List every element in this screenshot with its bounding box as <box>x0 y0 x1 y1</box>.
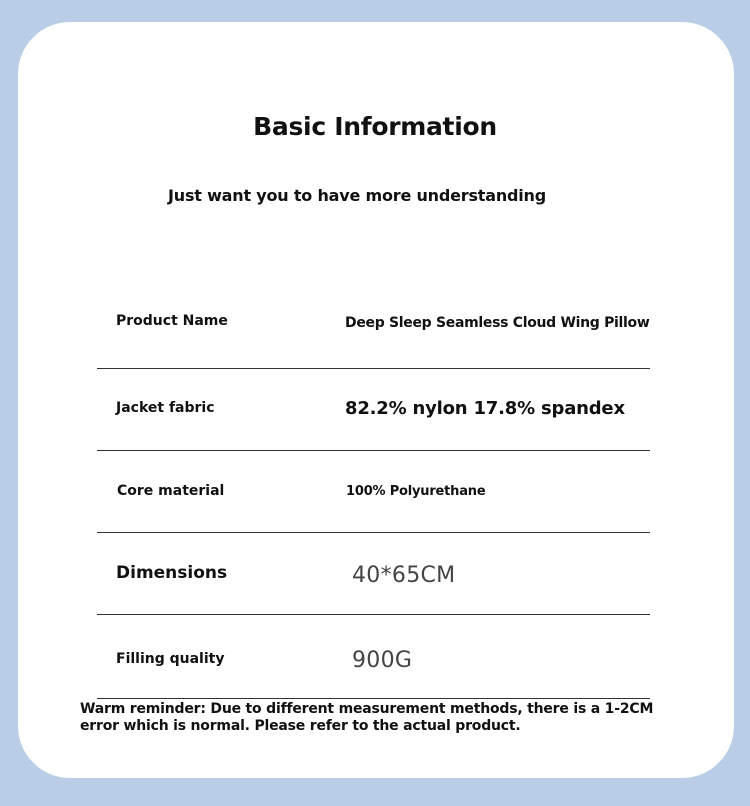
label-dimensions: Dimensions <box>116 563 228 583</box>
row-divider <box>97 532 650 533</box>
value-dimensions: 40*65CM <box>352 563 456 588</box>
value-filling-quality: 900G <box>352 648 413 673</box>
page-title: Basic Information <box>253 112 497 141</box>
label-jacket-fabric: Jacket fabric <box>116 400 215 416</box>
label-product-name: Product Name <box>116 313 228 329</box>
row-divider <box>97 614 650 615</box>
value-core-material: 100% Polyurethane <box>346 484 486 499</box>
label-filling-quality: Filling quality <box>116 651 225 667</box>
value-jacket-fabric: 82.2% nylon 17.8% spandex <box>345 398 625 419</box>
row-divider <box>97 368 650 369</box>
page-subtitle: Just want you to have more understanding <box>168 186 547 205</box>
row-divider <box>97 698 650 699</box>
row-divider <box>97 450 650 451</box>
warm-reminder: Warm reminder: Due to different measurement methods, there is a 1-2CM error which is normal. Please refer to the actual product. <box>80 701 654 734</box>
value-product-name: Deep Sleep Seamless Cloud Wing Pillow <box>345 315 650 331</box>
label-core-material: Core material <box>117 483 225 499</box>
